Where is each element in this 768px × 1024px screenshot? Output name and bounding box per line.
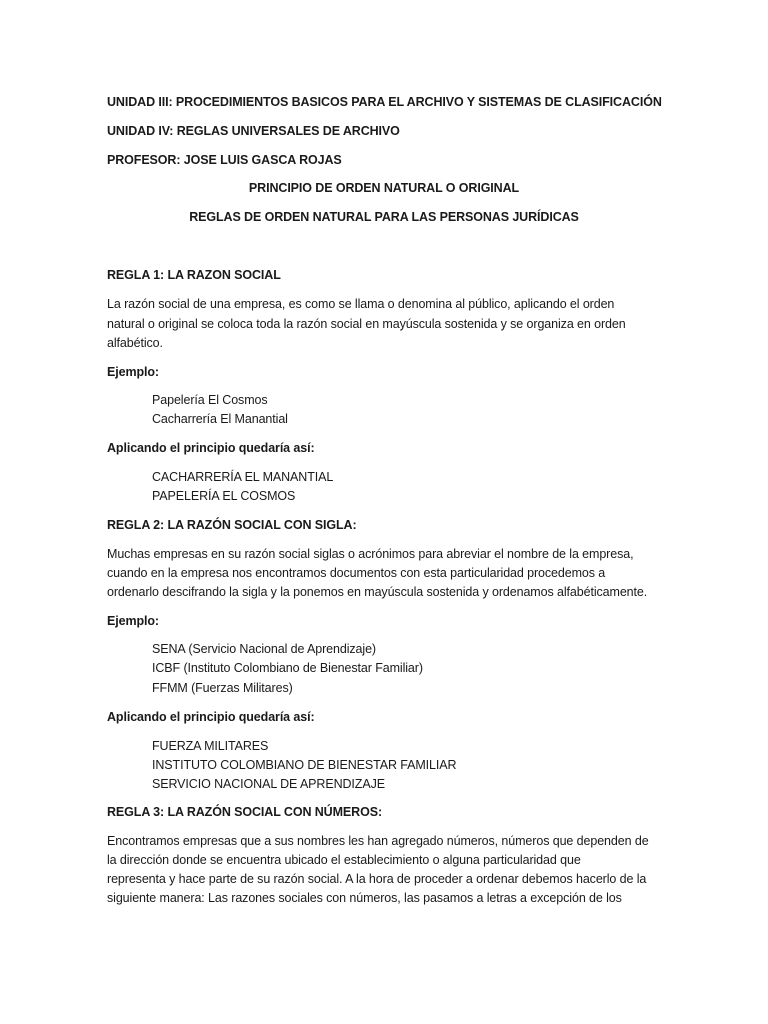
unit-three-heading: UNIDAD III: PROCEDIMIENTOS BASICOS PARA EL ARCHIVO Y SISTEMAS DE CLASIFICACIÓN [107, 95, 662, 109]
rule-two-result-item: INSTITUTO COLOMBIANO DE BIENESTAR FAMILIAR [152, 758, 457, 772]
rule-two-result-item: FUERZA MILITARES [152, 739, 269, 753]
rule-one-title: REGLA 1: LA RAZON SOCIAL [107, 268, 281, 282]
rule-two-example-item: ICBF (Instituto Colombiano de Bienestar Familiar) [152, 661, 423, 675]
rule-two-example-label: Ejemplo: [107, 614, 159, 628]
rule-two-example-item: SENA (Servicio Nacional de Aprendizaje) [152, 642, 376, 656]
principle-title: PRINCIPIO DE ORDEN NATURAL O ORIGINAL [248, 181, 520, 195]
rule-one-example-label: Ejemplo: [107, 365, 159, 379]
rule-one-paragraph-line: natural o original se coloca toda la razón social en mayúscula sostenida y se organiza en orden [107, 317, 626, 331]
rule-three-paragraph-line: representa y hace parte de su razón social. A la hora de proceder a ordenar debemos hacerlo de la [107, 872, 647, 886]
rule-three-paragraph-line: Encontramos empresas que a sus nombres les han agregado números, números que dependen de [107, 834, 649, 848]
rule-one-paragraph-line: La razón social de una empresa, es como se llama o denomina al público, aplicando el orden [107, 297, 615, 311]
rule-one-result-item: PAPELERÍA EL COSMOS [152, 489, 296, 503]
rule-one-example-item: Cacharrería El Manantial [152, 412, 288, 426]
rule-three-title: REGLA 3: LA RAZÓN SOCIAL CON NÚMEROS: [107, 805, 383, 819]
professor-line: PROFESOR: JOSE LUIS GASCA ROJAS [107, 153, 342, 167]
rule-one-result-item: CACHARRERÍA EL MANANTIAL [152, 470, 334, 484]
rule-three-paragraph-line: la dirección donde se encuentra ubicado el establecimiento o alguna particularidad que [107, 853, 581, 867]
rule-two-example-item: FFMM (Fuerzas Militares) [152, 681, 293, 695]
rule-one-example-item: Papelería El Cosmos [152, 393, 268, 407]
rule-three-paragraph-line: siguiente manera: Las razones sociales con números, las pasamos a letras a excepción de los [107, 891, 622, 905]
rule-two-applying-label: Aplicando el principio quedaría así: [107, 710, 315, 724]
rule-two-result-item: SERVICIO NACIONAL DE APRENDIZAJE [152, 777, 385, 791]
rule-one-applying-label: Aplicando el principio quedaría así: [107, 441, 315, 455]
unit-four-heading: UNIDAD IV: REGLAS UNIVERSALES DE ARCHIVO [107, 124, 400, 138]
rule-one-paragraph-line: alfabético. [107, 336, 163, 350]
rule-two-title: REGLA 2: LA RAZÓN SOCIAL CON SIGLA: [107, 518, 357, 532]
rule-two-paragraph-line: Muchas empresas en su razón social siglas o acrónimos para abreviar el nombre de la empresa, [107, 547, 634, 561]
rule-two-paragraph-line: cuando en la empresa nos encontramos documentos con esta particularidad procedemos a [107, 566, 606, 580]
rule-two-paragraph-line: ordenarlo descifrando la sigla y la ponemos en mayúscula sostenida y ordenamos alfabéticamente. [107, 585, 648, 599]
rules-title: REGLAS DE ORDEN NATURAL PARA LAS PERSONAS JURÍDICAS [189, 210, 579, 224]
